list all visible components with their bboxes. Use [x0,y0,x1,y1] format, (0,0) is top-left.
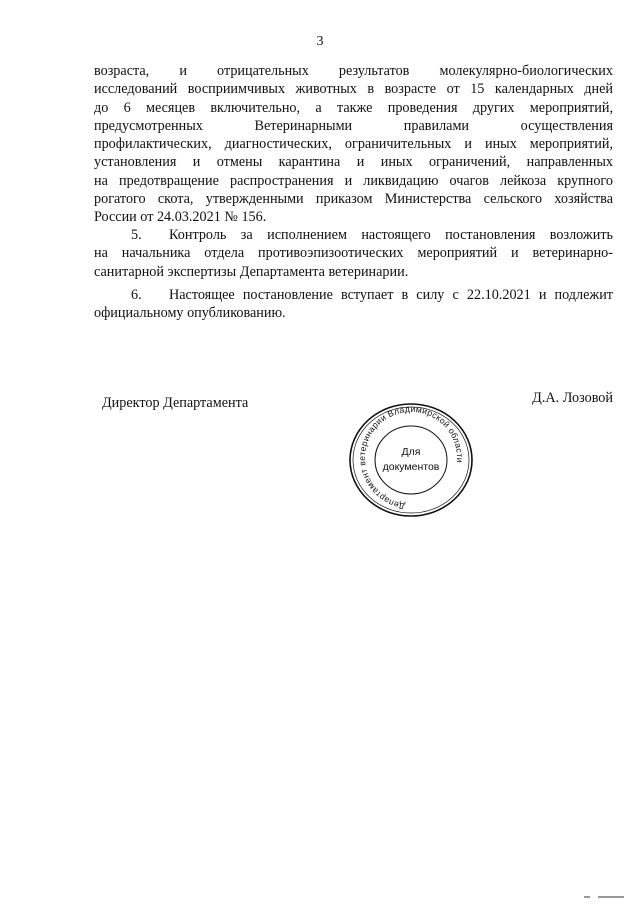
stamp-center-line-2: документов [382,461,440,473]
paragraph-5 [94,226,613,281]
text-line: на предотвращение распространения и ликвидацию очагов лейкоза крупного [94,172,613,189]
signatory-position: Директор Департамента [102,395,249,411]
paragraph-number: 5. [131,227,142,243]
stamp-center-line-1: Для [401,446,421,458]
text-line: на начальника отдела противоэпизоотических мероприятий и ветеринарно- [94,245,613,262]
paragraph-6 [94,286,613,323]
text-line-content: Контроль за исполнением настоящего постановления возложить [169,227,613,243]
official-stamp [345,400,477,520]
signatory-name: Д.А. Лозовой [532,390,613,406]
stamp-ring-text: Департамент ветеринарии Владимирской области [356,403,466,512]
text-line: профилактических, диагностических, ограничительных и иных мероприятий, [94,136,613,153]
text-line [94,226,613,244]
text-line: установления и отмены карантина и иных ограничений, направленных [94,154,613,171]
text-line: до 6 месяцев включительно, а также проведения других мероприятий, [94,99,613,116]
text-line-content: Настоящее постановление вступает в силу с 22.10.2021 и подлежит [169,287,613,303]
paragraph-continuation [94,62,613,227]
text-line: рогатого скота, утвержденными приказом Министерства сельского хозяйства [94,191,613,208]
paragraph-number: 6. [131,287,142,303]
text-line: возраста, и отрицательных результатов молекулярно-биологических [94,63,613,79]
text-line: исследований восприимчивых животных в возрасте от 15 календарных дней [94,81,613,98]
text-line [94,286,613,304]
text-line: санитарной экспертизы Департамента ветеринарии. [94,263,409,280]
text-line: официальному опубликованию. [94,305,286,322]
page-number: 3 [316,34,324,49]
scan-mark [584,891,624,899]
text-line: предусмотренных Ветеринарными правилами осуществления [94,117,613,134]
text-line: России от 24.03.2021 № 156. [94,209,267,226]
